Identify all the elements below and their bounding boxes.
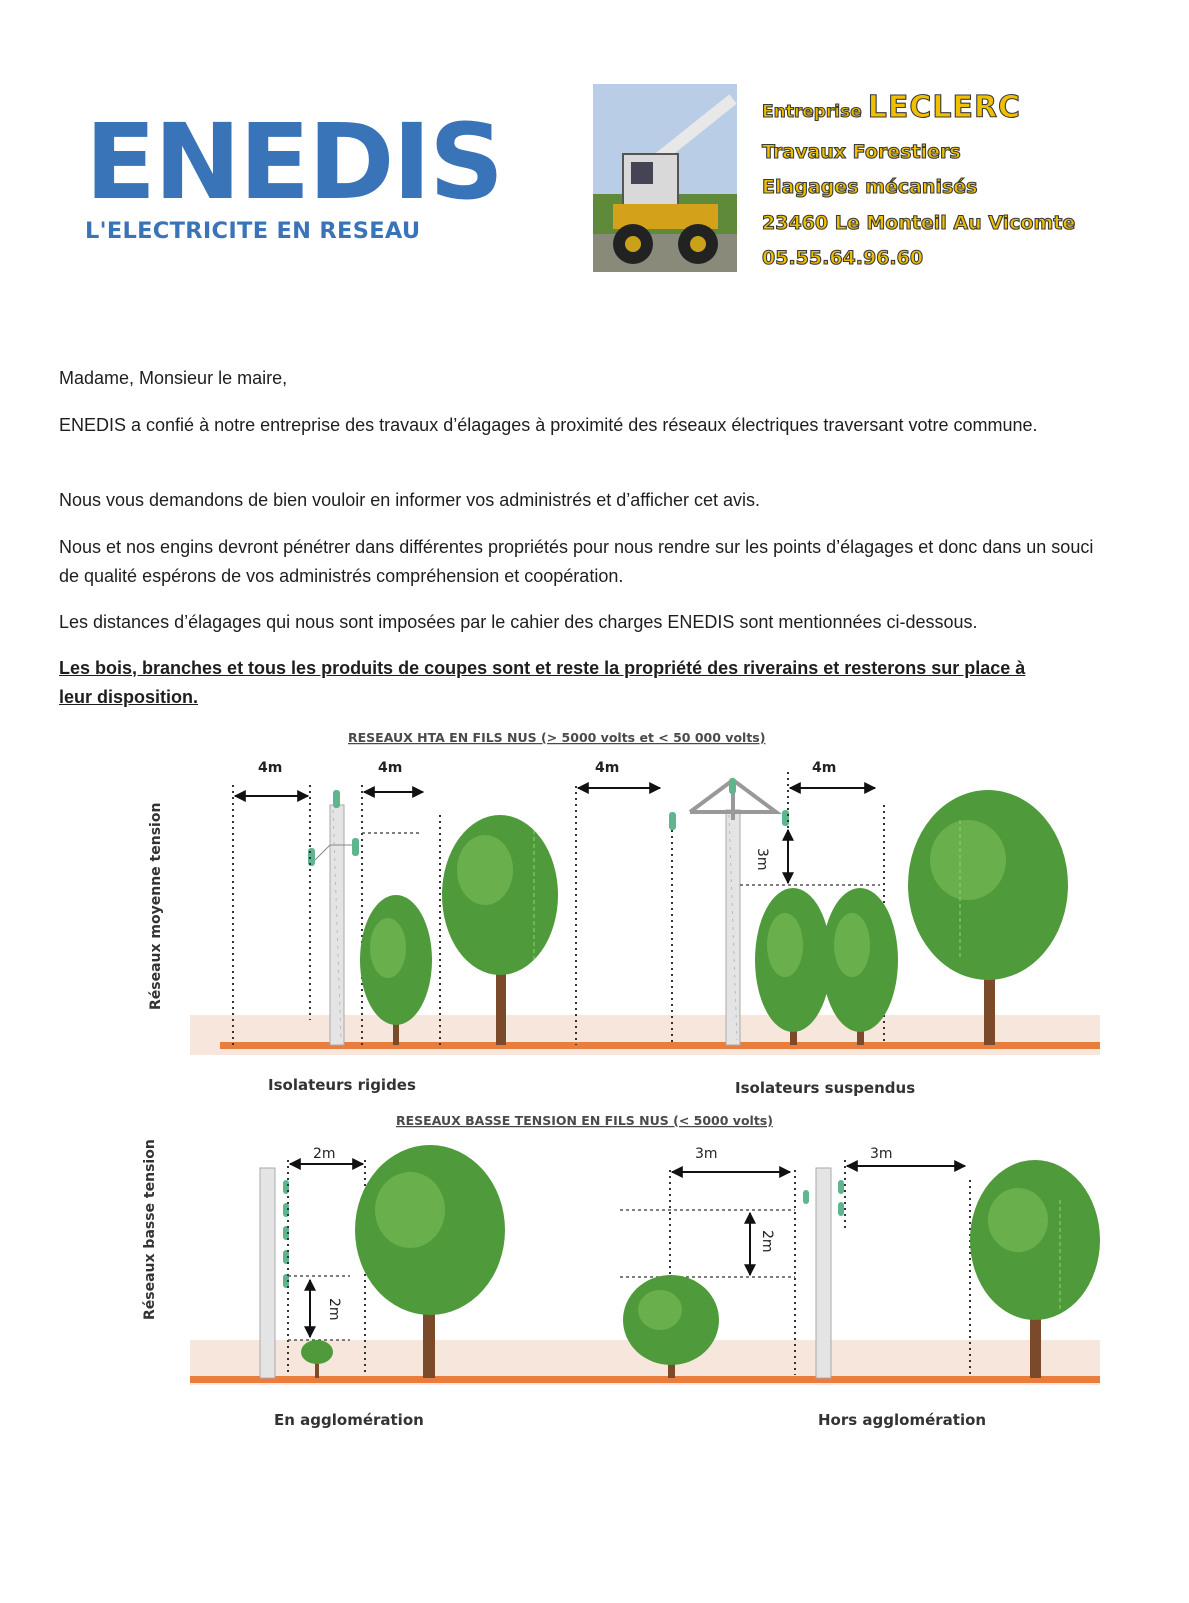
pruning-distance-diagram <box>0 720 1189 1460</box>
dim-2m-horizontal-agglo: 2m <box>313 1146 336 1162</box>
company-name <box>762 90 1021 125</box>
enedis-logo <box>85 101 503 250</box>
letter-paragraph-3: Nous et nos engins devront pénétrer dans différentes propriétés pour nous rendre sur les points d’élagages et donc dans un souci de qualité espérons de vos administrés compréhension et coopération. <box>59 537 1094 586</box>
low-voltage-side-label: Réseaux basse tension <box>142 1139 158 1320</box>
dim-3m-horizontal-1: 3m <box>695 1146 718 1162</box>
caption-outside-agglomeration: Hors agglomération <box>818 1411 987 1429</box>
dim-4m-3: 4m <box>595 760 620 776</box>
caption-in-agglomeration: En agglomération <box>274 1411 424 1429</box>
company-address: 23460 Le Monteil Au Vicomte <box>762 212 1076 234</box>
dim-3m-vertical: 3m <box>754 848 770 871</box>
letter-paragraph-5-notice: Les bois, branches et tous les produits de coupes sont et reste la propriété des riverains et resterons sur place à leur disposition. <box>59 658 1026 707</box>
caption-suspended-insulators: Isolateurs suspendus <box>735 1079 916 1097</box>
dim-4m-1: 4m <box>258 760 283 776</box>
company-phone: 05.55.64.96.60 <box>762 247 924 269</box>
letter-paragraph-1: ENEDIS a confié à notre entreprise des travaux d’élagages à proximité des réseaux électriques traversant votre commune. <box>59 415 1038 435</box>
company-activity: Travaux Forestiers <box>762 141 961 163</box>
pole-rigid-insulators <box>308 790 359 1045</box>
forestry-machine-photo <box>593 84 737 272</box>
hta-network-title: RESEAUX HTA EN FILS NUS (> 5000 volts et < 50 000 volts) <box>348 730 766 745</box>
caption-rigid-insulators: Isolateurs rigides <box>268 1076 416 1094</box>
company-service: Elagages mécanisés <box>762 176 978 198</box>
dim-4m-2: 4m <box>378 760 403 776</box>
enedis-logo-word: ENEDIS <box>85 101 503 223</box>
dim-4m-4: 4m <box>812 760 837 776</box>
tree-large-rigid <box>442 815 558 1045</box>
medium-voltage-side-label: Réseaux moyenne tension <box>148 802 164 1010</box>
letter-paragraph-4: Les distances d’élagages qui nous sont imposées par le cahier des charges ENEDIS sont mentionnées ci-dessous. <box>59 612 978 632</box>
dim-3m-horizontal-2: 3m <box>870 1146 893 1162</box>
tree-large-suspended <box>908 790 1068 1045</box>
ground-line-upper <box>220 1042 1100 1049</box>
letter-greeting: Madame, Monsieur le maire, <box>59 368 288 388</box>
ground-line-lower <box>190 1376 1100 1383</box>
company-name-main: LECLERC <box>867 90 1022 125</box>
company-prefix: Entreprise <box>762 102 862 122</box>
enedis-logo-tagline: L'ELECTRICITE EN RESEAU <box>85 218 421 244</box>
dim-2m-vertical-agglo: 2m <box>326 1298 342 1321</box>
dim-2m-vertical-hors: 2m <box>759 1230 775 1253</box>
letter-paragraph-2: Nous vous demandons de bien vouloir en informer vos administrés et d’afficher cet avis. <box>59 490 761 510</box>
low-voltage-network-title: RESEAUX BASSE TENSION EN FILS NUS (< 5000 volts) <box>396 1113 773 1128</box>
